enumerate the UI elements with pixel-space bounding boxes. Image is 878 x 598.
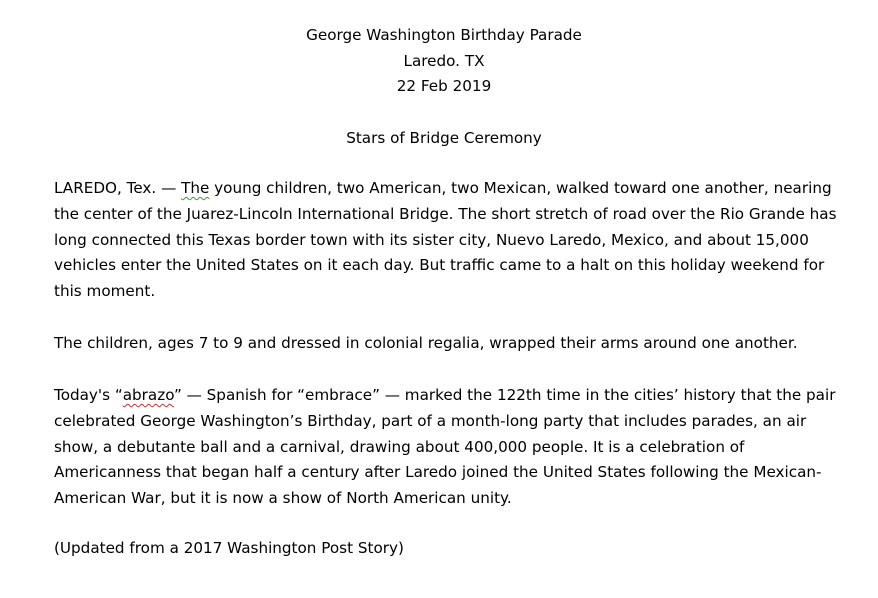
paragraph-3 [54, 383, 844, 512]
paragraph-2: The children, ages 7 to 9 and dressed in colonial regalia, wrapped their arms around one another. [54, 334, 798, 352]
article-title: Stars of Bridge Ceremony [346, 129, 542, 147]
event-location: Laredo. TX [403, 51, 485, 70]
source-note: (Updated from a 2017 Washington Post Story) [54, 539, 404, 557]
event-date: 22 Feb 2019 [396, 77, 492, 95]
paragraph-1-lead: LAREDO, Tex. — [54, 179, 182, 197]
paragraph-3-text: ” — Spanish for “embrace” — marked the 122th time in the cities’ history that the pair celebrated George Washington’s Birthday, part of a month-long party that includes parades, an air show, a debutante ball and a carnival, drawing about 400,000 people. It is a celebration of Americanness that began half a century after Laredo joined the United States following the Mexican-American War, but it is now a show of North American unity. [54, 386, 836, 508]
event-title: George Washington Birthday Parade [306, 26, 582, 44]
spelling-flagged-word[interactable]: abrazo [122, 386, 174, 404]
paragraph-1-text: young children, two American, two Mexican, walked toward one another, nearing the center of the Juarez-Lincoln International Bridge. The short stretch of road over the Rio Grande has long connected this Texas border town with its sister city, Nuevo Laredo, Mexico, and about 15,000 vehicles enter the United States on it each day. But traffic came to a halt on this holiday weekend for this moment. [54, 179, 837, 301]
paragraph-3-lead: Today's “ [54, 386, 123, 404]
paragraph-1 [54, 176, 844, 305]
grammar-flagged-word[interactable]: The [181, 179, 210, 197]
document-header [0, 23, 878, 100]
